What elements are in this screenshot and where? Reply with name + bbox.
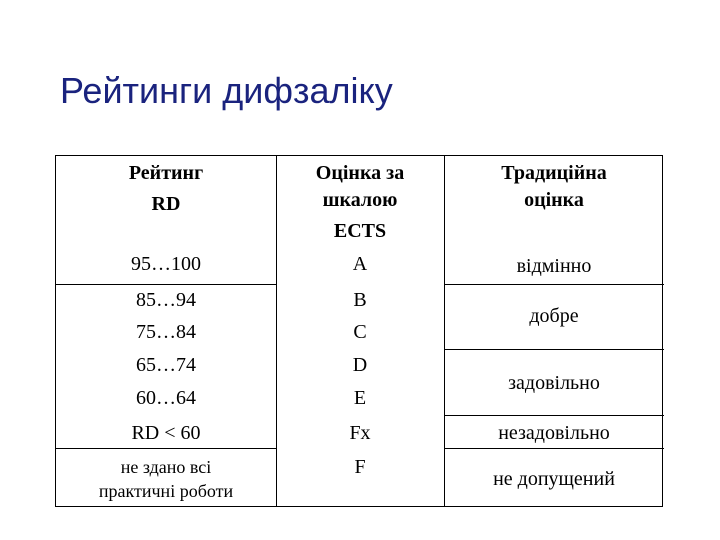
rating-value: 75…84 (136, 321, 196, 343)
ects-grade: Fx (349, 422, 371, 444)
ects-grade: E (353, 387, 367, 409)
header-ects-line2: шкалою (322, 189, 398, 211)
row-divider (56, 448, 276, 449)
rating-value: 85…94 (136, 289, 196, 311)
header-ects-line1: Оцінка за (315, 162, 405, 184)
header-rating-line1: Рейтинг (128, 162, 204, 184)
slide-title: Рейтинги дифзаліку (60, 70, 393, 111)
header-traditional-line1: Традиційна (501, 162, 607, 184)
row-divider (56, 284, 276, 285)
header-rating-line2: RD (151, 193, 181, 215)
ects-grade: A (352, 253, 368, 275)
rating-value: 65…74 (136, 354, 196, 376)
rating-value: 60…64 (136, 387, 196, 409)
traditional-grade: незадовільно (498, 422, 610, 444)
traditional-grade: не допущений (493, 468, 615, 490)
ects-grade: F (354, 456, 366, 478)
rating-value: 95…100 (131, 253, 201, 275)
row-divider (444, 349, 664, 350)
rating-value-line2: практичні роботи (98, 481, 234, 501)
ects-grade: D (352, 354, 368, 376)
rating-value-line1: не здано всі (120, 457, 212, 477)
rating-value: RD < 60 (131, 422, 201, 444)
row-divider (444, 284, 664, 285)
header-traditional-line2: оцінка (524, 189, 584, 211)
ects-grade: B (353, 289, 367, 311)
ects-grade: C (353, 321, 367, 343)
row-divider (444, 415, 664, 416)
row-divider (444, 448, 664, 449)
grading-table (55, 155, 663, 507)
header-ects-line3: ECTS (333, 220, 387, 242)
traditional-grade: добре (529, 305, 579, 327)
traditional-grade: відмінно (516, 255, 592, 277)
traditional-grade: задовільно (508, 372, 600, 394)
